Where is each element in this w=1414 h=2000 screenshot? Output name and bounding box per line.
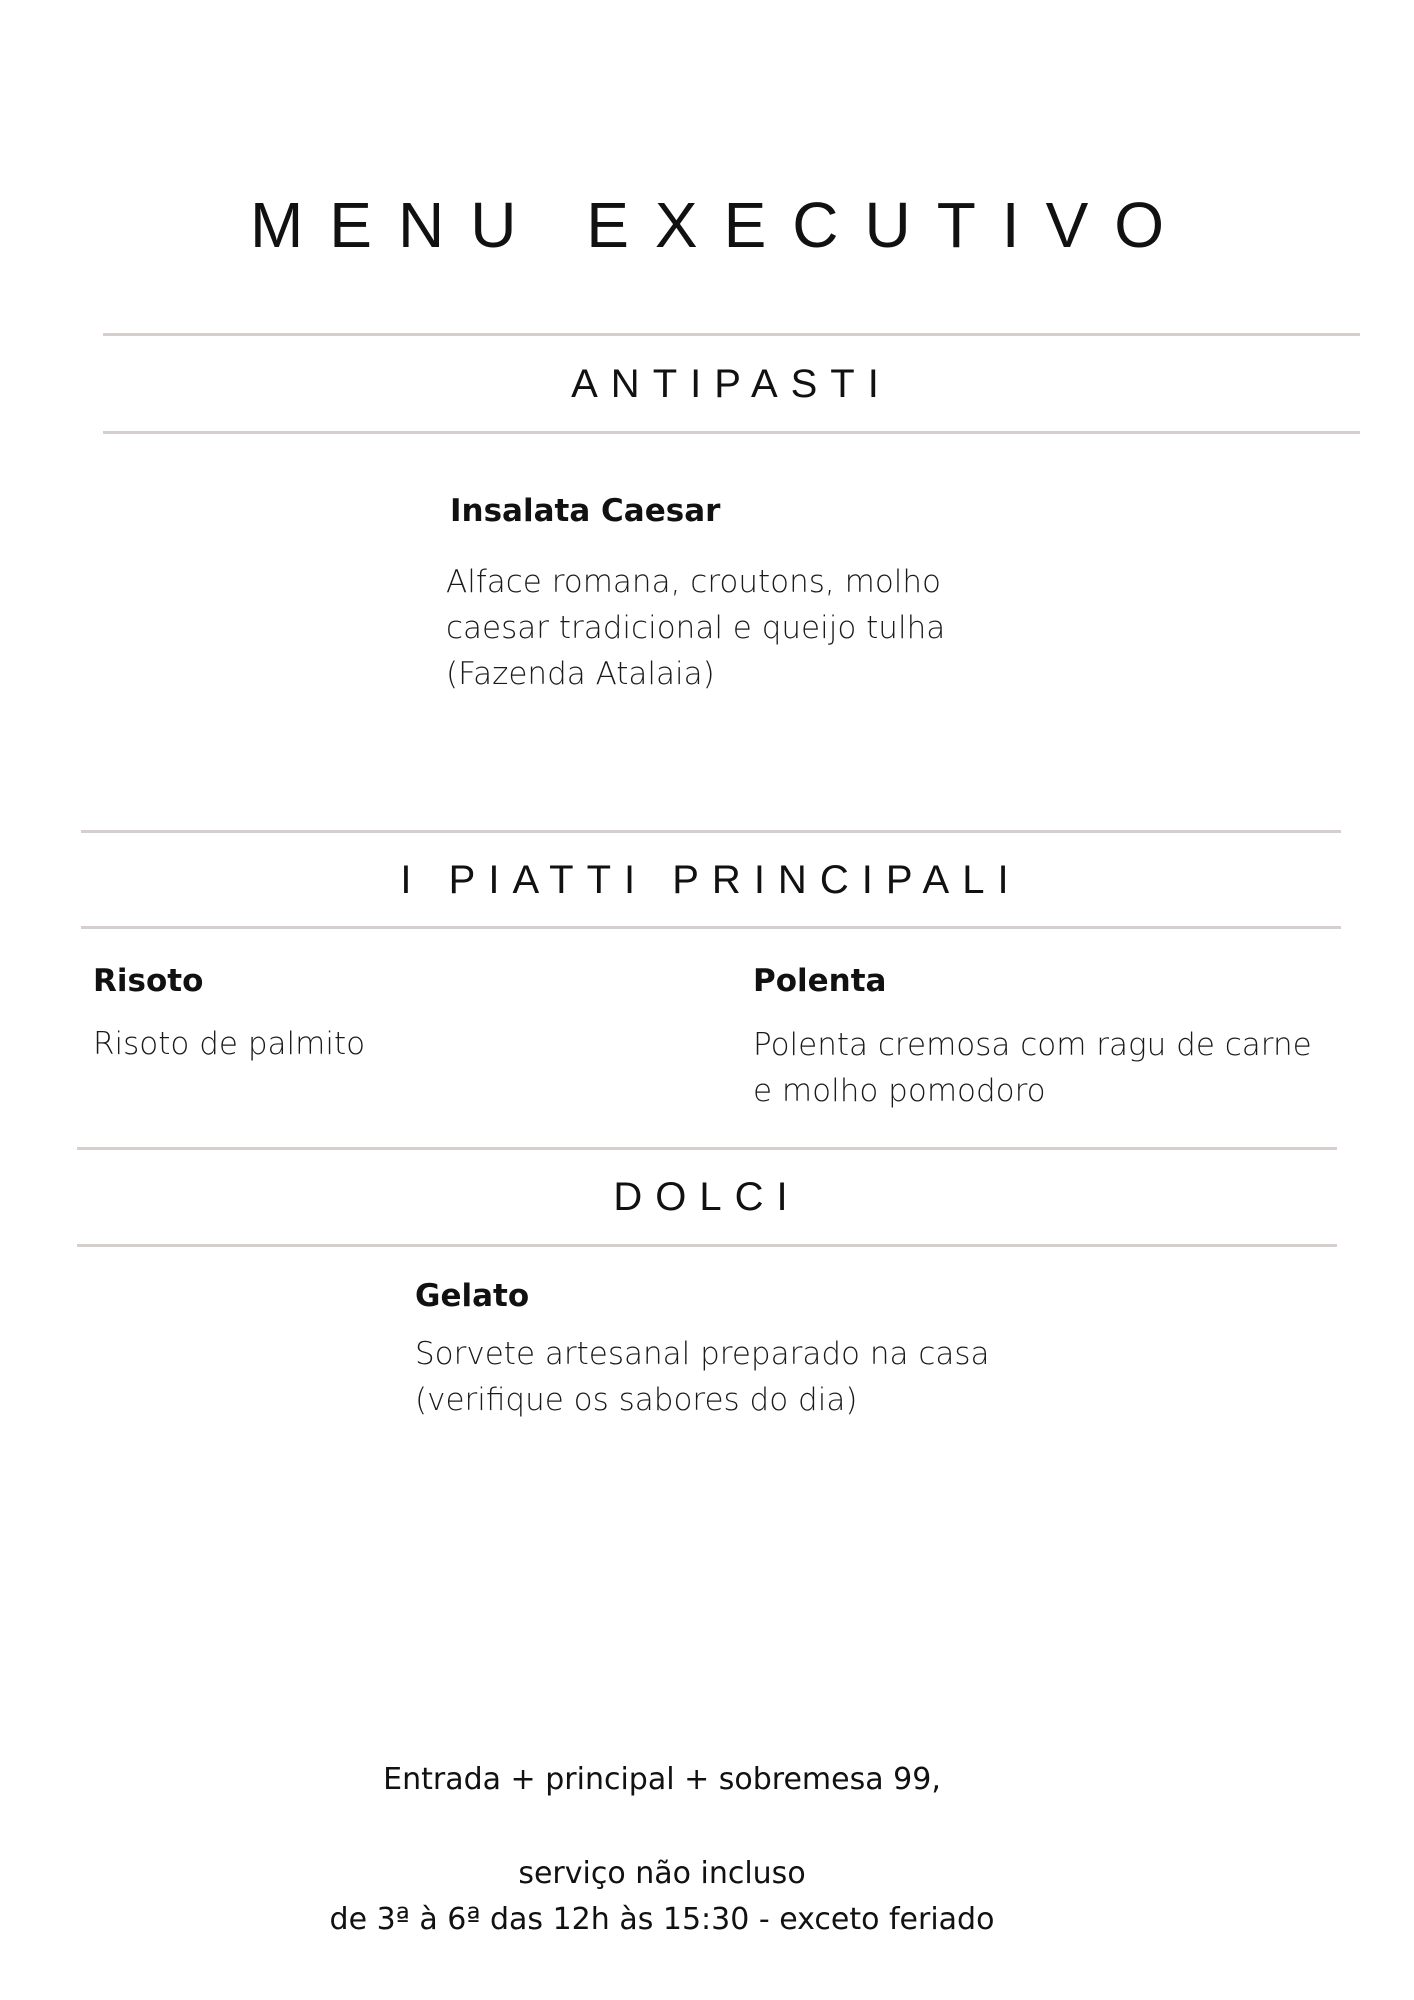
description-line: caesar tradicional e queijo tulha bbox=[446, 610, 946, 646]
dish-description bbox=[93, 1021, 365, 1067]
dish-name: Gelato bbox=[415, 1278, 530, 1314]
footer-service: serviço não incluso bbox=[518, 1856, 806, 1891]
description-line: Sorvete artesanal preparado na casa bbox=[415, 1336, 990, 1372]
description-line: Alface romana, croutons, molho bbox=[446, 564, 942, 600]
description-line: (Fazenda Atalaia) bbox=[446, 656, 715, 692]
divider bbox=[103, 333, 1360, 336]
section-heading-antipasti: ANTIPASTI bbox=[571, 362, 892, 406]
footer-price: Entrada + principal + sobremesa 99, bbox=[383, 1762, 941, 1797]
dish-name: Polenta bbox=[753, 963, 887, 999]
menu-title: MENU EXECUTIVO bbox=[249, 189, 1191, 261]
description-line: Risoto de palmito bbox=[93, 1026, 366, 1062]
dish-name: Insalata Caesar bbox=[450, 493, 721, 529]
dish-name: Risoto bbox=[93, 963, 204, 999]
divider bbox=[77, 1147, 1337, 1150]
section-heading-principali: I PIATTI PRINCIPALI bbox=[400, 858, 1022, 902]
footer-schedule: de 3ª à 6ª das 12h às 15:30 - exceto feriado bbox=[329, 1902, 995, 1937]
section-heading-dolci: DOLCI bbox=[613, 1175, 801, 1219]
dish-description bbox=[415, 1331, 990, 1423]
divider bbox=[81, 830, 1341, 833]
dish-description bbox=[753, 1022, 1312, 1114]
dish-description bbox=[446, 559, 945, 697]
description-line: (verifique os sabores do dia) bbox=[415, 1382, 858, 1418]
description-line: Polenta cremosa com ragu de carne bbox=[753, 1027, 1312, 1063]
divider bbox=[103, 431, 1360, 434]
divider bbox=[81, 926, 1341, 929]
description-line: e molho pomodoro bbox=[753, 1073, 1046, 1109]
divider bbox=[77, 1244, 1337, 1247]
